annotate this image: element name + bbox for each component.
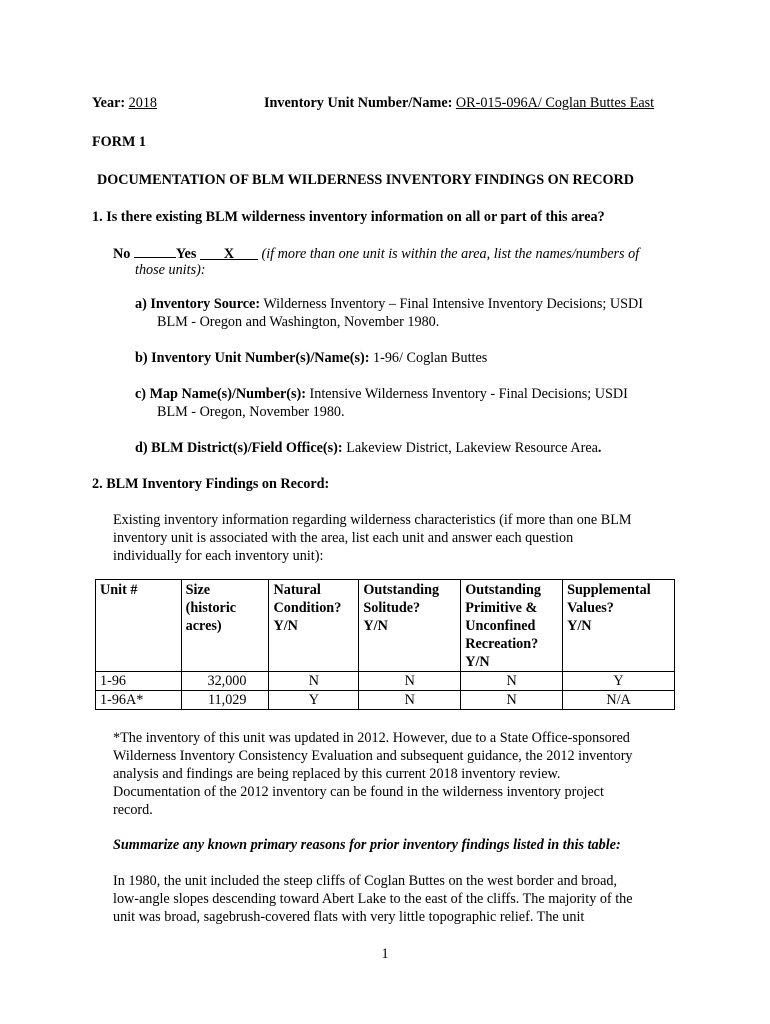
map-names-line1 xyxy=(135,385,628,403)
cell-unit: 1-96 xyxy=(96,672,182,691)
footnote-line5: record. xyxy=(113,802,153,818)
cell-solitude: N xyxy=(359,691,461,710)
map-names-line2: BLM - Oregon, November 1980. xyxy=(157,404,345,420)
q2-intro-line3: individually for each inventory unit): xyxy=(113,548,324,564)
question-2-heading: 2. BLM Inventory Findings on Record: xyxy=(92,476,330,492)
col-header-unit: Unit # xyxy=(96,580,182,672)
footnote-line2: Wilderness Inventory Consistency Evaluation and subsequent guidance, the 2012 inventory xyxy=(113,748,633,764)
summary-line3: unit was broad, sagebrush-covered flats with very little topographic relief. The unit xyxy=(113,909,585,925)
inventory-unit-label: Inventory Unit Number/Name: xyxy=(264,95,453,111)
inventory-unit-value: OR-015-096A/ Coglan Buttes East xyxy=(455,95,655,111)
inventory-source-label: a) Inventory Source: xyxy=(135,296,261,312)
col-header-supplemental-values: Supplemental Values? Y/N xyxy=(563,580,675,672)
document-title: DOCUMENTATION OF BLM WILDERNESS INVENTORY FINDINGS ON RECORD xyxy=(97,172,634,188)
q2-intro-line1: Existing inventory information regarding wilderness characteristics (if more than one BLM xyxy=(113,512,632,528)
inventory-unit-names-text: 1-96/ Coglan Buttes xyxy=(373,350,488,366)
inventory-unit-names-label: b) Inventory Unit Number(s)/Name(s): xyxy=(135,350,370,366)
col-header-primitive-recreation: Outstanding Primitive & Unconfined Recreation? Y/N xyxy=(461,580,563,672)
no-blank xyxy=(134,243,176,258)
district-office-label: d) BLM District(s)/Field Office(s): xyxy=(135,440,343,456)
footnote-line4: Documentation of the 2012 inventory can be found in the wilderness inventory project xyxy=(113,784,604,800)
multi-unit-note-cont: those units): xyxy=(135,262,206,278)
map-names-text: Intensive Wilderness Inventory - Final Decisions; USDI xyxy=(309,386,628,402)
cell-size: 11,029 xyxy=(181,691,269,710)
table-header-row xyxy=(96,580,675,672)
summarize-heading: Summarize any known primary reasons for prior inventory findings listed in this table: xyxy=(113,837,621,853)
map-names-label: c) Map Name(s)/Number(s): xyxy=(135,386,306,402)
year-field xyxy=(92,94,157,112)
col-header-solitude: Outstanding Solitude? Y/N xyxy=(359,580,461,672)
no-label: No xyxy=(113,246,131,262)
col-header-natural-condition: Natural Condition? Y/N xyxy=(269,580,359,672)
inventory-unit-field xyxy=(264,94,654,112)
table-row xyxy=(96,691,675,710)
table-row xyxy=(96,672,675,691)
form-label: FORM 1 xyxy=(92,134,146,150)
q2-intro-line2: inventory unit is associated with the area, list each unit and answer each question xyxy=(113,530,574,546)
district-office xyxy=(135,439,601,457)
inventory-source-line2: BLM - Oregon and Washington, November 1980. xyxy=(157,314,440,330)
cell-solitude: N xyxy=(359,672,461,691)
yes-label: Yes xyxy=(175,246,197,262)
footnote-line3: analysis and findings are being replaced by this current 2018 inventory review. xyxy=(113,766,561,782)
summary-line1: In 1980, the unit included the steep cliffs of Coglan Buttes on the west border and broad, xyxy=(113,873,618,889)
footnote-line1: *The inventory of this unit was updated in 2012. However, due to a State Office-sponsored xyxy=(113,730,630,746)
yes-mark: X xyxy=(223,246,235,262)
year-label: Year: xyxy=(92,95,126,111)
district-office-text: Lakeview District, Lakeview Resource Area xyxy=(346,440,598,456)
question-1-answer xyxy=(113,243,693,263)
inventory-findings-table xyxy=(95,579,675,710)
cell-recreation: N xyxy=(461,672,563,691)
inventory-source-line1 xyxy=(135,295,643,313)
cell-recreation: N xyxy=(461,691,563,710)
year-value: 2018 xyxy=(128,95,158,111)
question-1-heading: 1. Is there existing BLM wilderness inventory information on all or part of this area? xyxy=(92,209,605,225)
district-office-period: . xyxy=(597,440,602,456)
cell-unit: 1-96A* xyxy=(96,691,182,710)
cell-supplemental: N/A xyxy=(563,691,675,710)
summary-line2: low-angle slopes descending toward Abert Lake to the east of the cliffs. The majority of the xyxy=(113,891,633,907)
cell-size: 32,000 xyxy=(181,672,269,691)
yes-blank xyxy=(200,245,258,260)
page-number: 1 xyxy=(381,946,389,962)
col-header-size: Size (historic acres) xyxy=(181,580,269,672)
inventory-unit-names xyxy=(135,349,487,367)
inventory-source-text: Wilderness Inventory – Final Intensive Inventory Decisions; USDI xyxy=(263,296,644,312)
multi-unit-note: (if more than one unit is within the area, list the names/numbers of xyxy=(261,246,640,262)
cell-supplemental: Y xyxy=(563,672,675,691)
cell-natural: Y xyxy=(269,691,359,710)
cell-natural: N xyxy=(269,672,359,691)
